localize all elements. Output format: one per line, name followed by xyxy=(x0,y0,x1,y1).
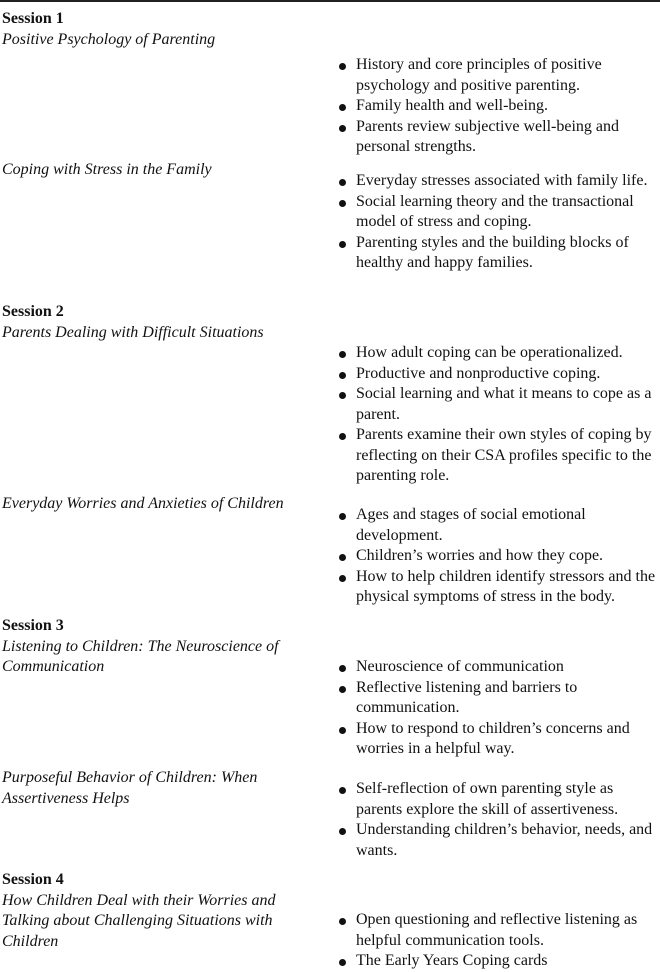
bullet-icon xyxy=(339,372,346,379)
row-3-left xyxy=(2,302,320,343)
bullet-icon xyxy=(339,828,346,835)
row-6-bullets xyxy=(336,779,660,861)
bullet-item: Ages and stages of social emotional development. xyxy=(336,505,660,546)
bullet-item: Productive and nonproductive coping. xyxy=(336,364,660,385)
bullet-item: Neuroscience of communication xyxy=(336,657,660,678)
bullet-icon xyxy=(339,241,346,248)
bullet-icon xyxy=(339,351,346,358)
session-topic: Everyday Worries and Anxieties of Children xyxy=(2,495,284,512)
session-heading: Session 2 xyxy=(2,303,64,320)
top-rule xyxy=(0,0,660,2)
bullet-icon xyxy=(339,125,346,132)
row-2-left xyxy=(2,160,320,181)
session-topic: Coping with Stress in the Family xyxy=(2,161,212,178)
bullet-item: How to respond to children’s concerns and worries in a helpful way. xyxy=(336,719,660,760)
bullet-icon xyxy=(339,554,346,561)
session-heading: Session 1 xyxy=(2,10,64,27)
bullet-item: Parents examine their own styles of coping by reflecting on their CSA profiles specific to the parenting role. xyxy=(336,425,660,487)
row-6-left xyxy=(2,768,320,809)
bullet-icon xyxy=(339,104,346,111)
bullet-item: How to help children identify stressors and the physical symptoms of stress in the body. xyxy=(336,567,660,608)
bullet-item: Self-reflection of own parenting style as parents explore the skill of assertiveness. xyxy=(336,779,660,820)
bullet-item: Parenting styles and the building blocks of healthy and happy families. xyxy=(336,233,660,274)
bullet-icon xyxy=(339,727,346,734)
bullet-icon xyxy=(339,959,346,966)
session-topic: Listening to Children: The Neuroscience of Communication xyxy=(2,637,279,675)
row-5-bullets xyxy=(336,657,660,760)
row-7-bullets xyxy=(336,910,660,972)
session-topic: How Children Deal with their Worries and Talking about Challenging Situations with Children xyxy=(2,891,276,950)
bullet-item: Understanding children’s behavior, needs, and wants. xyxy=(336,820,660,861)
bullet-icon xyxy=(339,787,346,794)
bullet-icon xyxy=(339,513,346,520)
bullet-icon xyxy=(339,392,346,399)
bullet-item: Parents review subjective well-being and personal strengths. xyxy=(336,117,660,158)
bullet-icon xyxy=(339,63,346,70)
session-topic: Parents Dealing with Difficult Situations xyxy=(2,323,264,341)
row-7-left xyxy=(2,870,320,952)
bullet-item: Social learning and what it means to cope as a parent. xyxy=(336,384,660,425)
bullet-item: Children’s worries and how they cope. xyxy=(336,546,660,567)
bullet-item: How adult coping can be operationalized. xyxy=(336,343,660,364)
row-4-left xyxy=(2,494,320,515)
row-1-bullets xyxy=(336,55,660,158)
bullet-icon xyxy=(339,179,346,186)
session-heading: Session 3 xyxy=(2,617,64,634)
session-heading: Session 4 xyxy=(2,871,64,888)
bullet-item: Family health and well-being. xyxy=(336,96,660,117)
bullet-item: Reflective listening and barriers to communication. xyxy=(336,678,660,719)
session-topic: Purposeful Behavior of Children: When Assertiveness Helps xyxy=(2,769,258,807)
bullet-icon xyxy=(339,665,346,672)
bullet-item: History and core principles of positive psychology and positive parenting. xyxy=(336,55,660,96)
row-4-bullets xyxy=(336,505,660,608)
bullet-icon xyxy=(339,200,346,207)
bullet-item: Everyday stresses associated with family life. xyxy=(336,171,660,192)
row-5-left xyxy=(2,616,320,678)
bullet-item: The Early Years Coping cards xyxy=(336,951,660,972)
bullet-icon xyxy=(339,918,346,925)
bullet-item: Social learning theory and the transactional model of stress and coping. xyxy=(336,192,660,233)
row-2-bullets xyxy=(336,171,660,274)
session-topic: Positive Psychology of Parenting xyxy=(2,30,216,48)
bullet-item: Open questioning and reflective listening as helpful communication tools. xyxy=(336,910,660,951)
bullet-icon xyxy=(339,686,346,693)
row-3-bullets xyxy=(336,343,660,487)
bullet-icon xyxy=(339,433,346,440)
bullet-icon xyxy=(339,575,346,582)
row-1-left xyxy=(2,9,320,50)
